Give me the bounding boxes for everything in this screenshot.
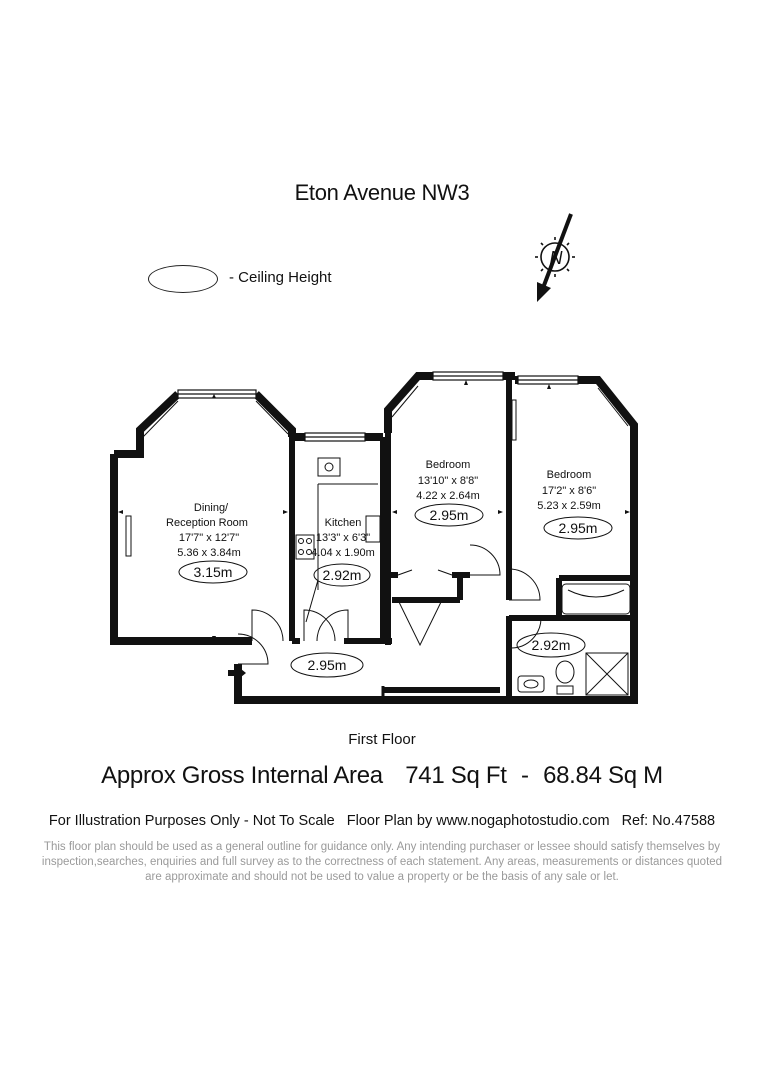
dining-ceiling-height: 3.15m [193, 564, 233, 580]
credit-note: Floor Plan by www.nogaphotostudio.com [346, 813, 610, 829]
area-separator: - [520, 762, 529, 789]
bedroom1-imperial: 13'10" x 8'8" [417, 475, 479, 487]
room-label-bedroom-1 [415, 459, 483, 526]
bedroom2-ceiling-height: 2.95m [558, 520, 598, 536]
dining-imperial: 17'7" x 12'7" [178, 532, 240, 544]
illustration-note: For Illustration Purposes Only - Not To Scale [48, 813, 335, 829]
bedroom1-metric: 4.22 x 2.64m [416, 490, 480, 502]
footer-notes [0, 813, 764, 829]
bedroom1-name: Bedroom [425, 459, 471, 471]
bedroom1-ceiling-height: 2.95m [429, 507, 469, 523]
room-label-bathroom [517, 633, 585, 657]
gross-internal-area [0, 762, 764, 790]
compass-icon [515, 210, 595, 305]
disclaimer: This floor plan should be used as a general outline for guidance only. Any intending purchaser or lessee should satisfy themselves by inspection,searches, enquiries and full survey as to the correctness of each statement. Any areas, measurements or distances quoted are approximate and should not be used to value a property or be the basis of any sale or let. [41, 841, 723, 883]
bedroom2-imperial: 17'2" x 8'6" [541, 485, 597, 497]
kitchen-imperial: 13'3" x 6'3" [315, 532, 371, 544]
bathroom-ceiling-height: 2.92m [531, 637, 571, 653]
bedroom2-name: Bedroom [546, 469, 592, 481]
floor-name: First Floor [348, 731, 416, 748]
kitchen-ceiling-height: 2.92m [322, 567, 362, 583]
room-label-dining [166, 502, 248, 583]
page-title: Eton Avenue NW3 [294, 180, 470, 205]
hall-ceiling-height: 2.95m [307, 657, 347, 673]
kitchen-metric: 4.04 x 1.90m [311, 547, 375, 559]
kitchen-name: Kitchen [324, 517, 362, 529]
entrance-arrow-icon [228, 665, 246, 681]
dining-metric: 5.36 x 3.84m [177, 547, 241, 559]
compass-north-letter: N [549, 248, 563, 268]
floor-plan [0, 360, 764, 720]
area-label: Approx Gross Internal Area [101, 762, 383, 789]
area-sqft: 741 Sq Ft [405, 762, 507, 789]
dining-name-line2: Reception Room [166, 517, 248, 529]
room-label-bedroom-2 [537, 469, 612, 539]
room-label-kitchen [311, 517, 375, 586]
dining-name-line1: Dining/ [193, 502, 229, 514]
bedroom2-metric: 5.23 x 2.59m [537, 500, 601, 512]
area-sqm: 68.84 Sq M [543, 762, 663, 789]
windows [178, 372, 578, 441]
room-label-hall [291, 653, 363, 677]
ceiling-height-legend-label: - Ceiling Height [229, 269, 332, 286]
ceiling-height-legend-oval [148, 265, 218, 293]
reference-number: Ref: No.47588 [621, 813, 716, 829]
